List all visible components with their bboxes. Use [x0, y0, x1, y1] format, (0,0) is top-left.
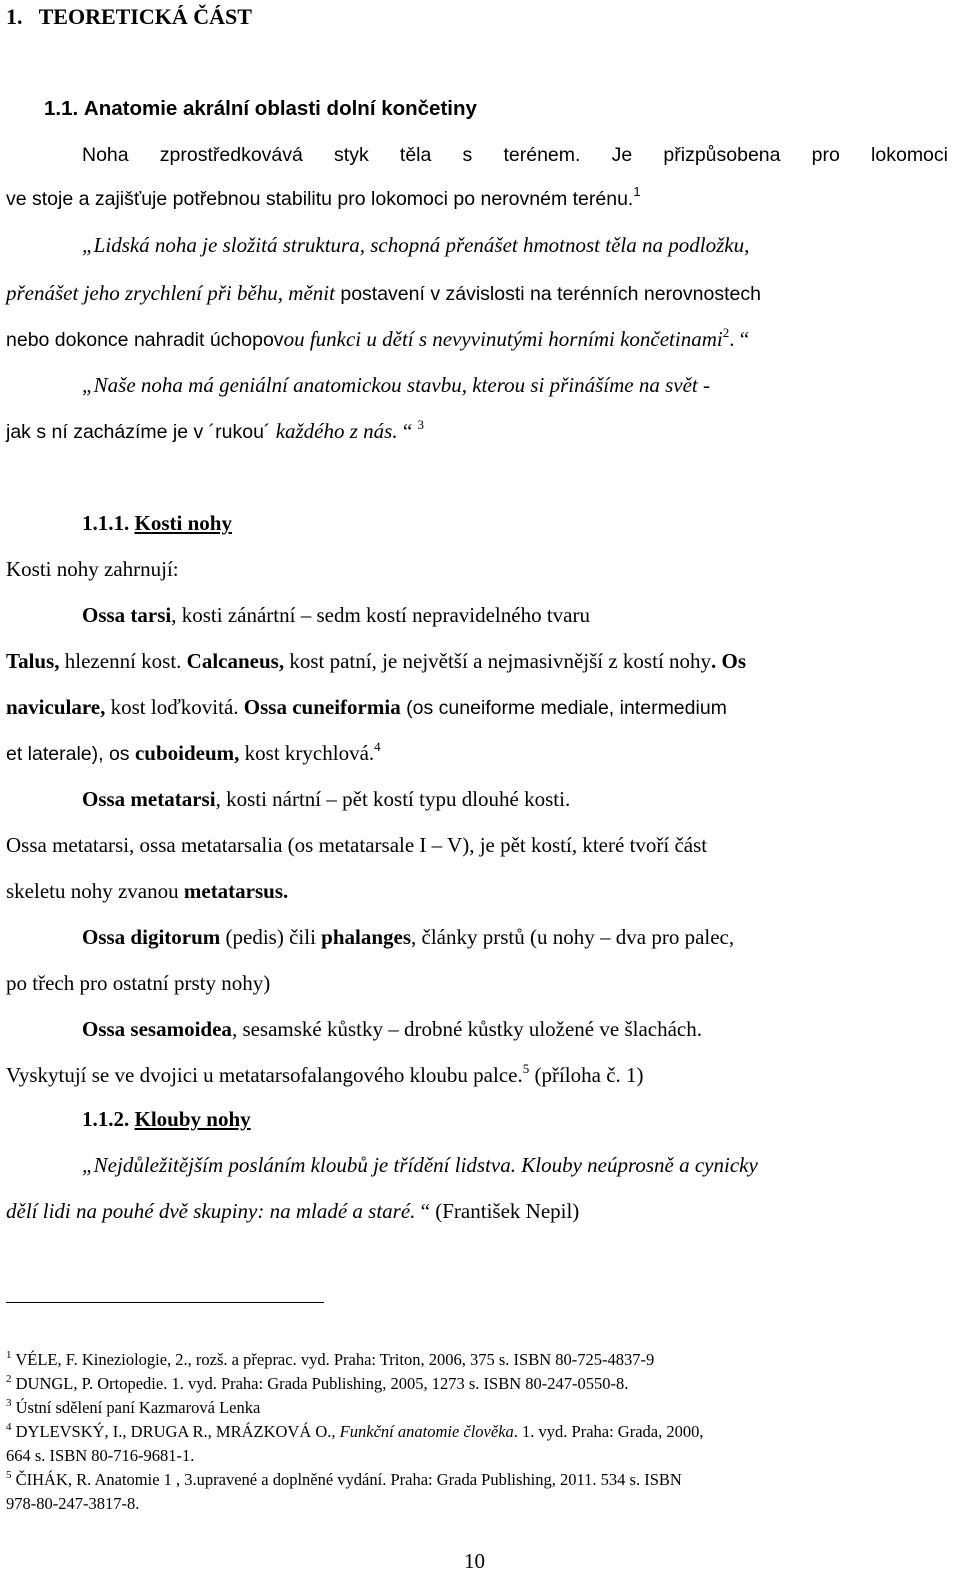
footnote-1: [6, 1350, 654, 1372]
quote2-line-2: [6, 418, 424, 447]
term-calcaneus: Calcaneus,: [186, 649, 285, 673]
digitorum-line-2: po třech pro ostatní prsty nohy): [6, 971, 271, 995]
footnote-number: 2: [6, 1373, 12, 1385]
section-title: Anatomie akrální oblasti dolní končetiny: [83, 97, 477, 120]
footnote-ref-1[interactable]: 1: [633, 184, 641, 199]
quote1-line-2: [6, 280, 761, 307]
quote2-text-a: jak s ní zacházíme je v ´rukou´: [6, 421, 271, 443]
quote3-text: dělí lidi na pouhé dvě skupiny: na mladé a staré.: [6, 1199, 416, 1223]
footnote-number: 1: [6, 1349, 12, 1361]
bones-intro: Kosti nohy zahrnují:: [6, 557, 179, 581]
footnote-ref-5[interactable]: 5: [522, 1061, 530, 1076]
digitorum-text: (pedis) čili: [220, 925, 322, 949]
chapter-heading: [6, 4, 252, 30]
footnote-3: [6, 1398, 260, 1420]
metatarsi-text: , kosti nártní – pět kostí typu dlouhé kosti.: [215, 787, 571, 811]
subsection-title: Kosti nohy: [134, 511, 232, 535]
intro-text: ve stoje a zajišťuje potřebnou stabilitu pro lokomoci po nerovném terénu.: [6, 188, 634, 210]
footnote-number: 5: [6, 1469, 12, 1481]
quote2-close: “: [397, 419, 418, 443]
footnote-text: ČIHÁK, R. Anatomie 1 , 3.upravené a doplněné vydání. Praha: Grada Publishing, 2011. 534 s. ISBN: [11, 1470, 682, 1489]
metatarsi-desc-text: skeletu nohy zvanou: [6, 879, 184, 903]
digitorum-line: [82, 924, 734, 950]
cuboideum-text: kost krychlová.: [239, 741, 375, 765]
chapter-number: 1.: [6, 4, 23, 29]
section-heading: [44, 96, 477, 122]
term-phalanges: phalanges: [321, 925, 412, 949]
talus-text: hlezenní kost.: [59, 649, 187, 673]
quote1-close: . “: [729, 327, 750, 351]
quote2-line-1: „Naše noha má geniální anatomickou stavbu, kterou si přinášíme na svět -: [82, 373, 710, 397]
footnote-text: Ústní sdělení paní Kazmarová Lenka: [11, 1398, 261, 1417]
footnote-number: 3: [6, 1397, 12, 1409]
talus-line: [6, 648, 746, 674]
term-talus: Talus,: [6, 649, 60, 673]
quote1-line-1: „Lidská noha je složitá struktura, schopná přenášet hmotnost těla na podložku,: [82, 233, 750, 257]
subsection-number: 1.1.2.: [82, 1107, 130, 1131]
naviculare-text: kost loďkovitá.: [105, 695, 244, 719]
quote3-line-2: [6, 1198, 579, 1224]
appendix-ref[interactable]: (příloha č. 1): [529, 1063, 644, 1087]
dot: .: [711, 649, 717, 673]
metatarsi-desc-line-1: Ossa metatarsi, ossa metatarsalia (os metatarsale I – V), je pět kostí, které tvoří část: [6, 833, 708, 857]
term-tarsi: Ossa tarsi: [82, 603, 172, 627]
footnote-divider: [6, 1302, 324, 1303]
term-naviculare: naviculare,: [6, 695, 106, 719]
term-os: Os: [716, 649, 747, 673]
term-cuneiformia: Ossa cuneiformia: [243, 695, 401, 719]
phalanges-text: , články prstů (u nohy – dva pro palec,: [411, 925, 735, 949]
term-sesamoidea: Ossa sesamoidea: [82, 1017, 232, 1041]
footnote-4: [6, 1422, 704, 1444]
page-number: 10: [464, 1549, 485, 1573]
footnote-text: . 1. vyd. Praha: Grada, 2000,: [513, 1422, 704, 1441]
tarsi-line: [82, 602, 590, 628]
quote1-text-a: přenášet jeho zrychlení při běhu, měnit: [6, 281, 335, 305]
calcaneus-text: kost patní, je největší a nejmasivnější z kostí nohy: [284, 649, 712, 673]
intro-line-1: Noha zprostředkovává styk těla s terénem. Je přizpůsobena pro lokomoci: [82, 144, 948, 166]
footnote-text: VÉLE, F. Kineziologie, 2., rozš. a přeprac. vyd. Praha: Triton, 2006, 375 s. ISBN 80-725-4837-9: [11, 1350, 655, 1369]
term-metatarsus: metatarsus.: [183, 879, 289, 903]
tarsi-text: , kosti zánártní – sedm kostí nepravidelného tvaru: [171, 603, 590, 627]
metatarsi-desc-line-2: [6, 878, 288, 904]
intro-line-2: [6, 186, 641, 214]
footnote-5-line-2: 978-80-247-3817-8.: [6, 1494, 140, 1513]
cuneiformia-text: (os cuneiforme mediale, intermedium: [400, 697, 727, 719]
sesamoidea-text-2: Vyskytují se ve dvojici u metatarsofalangového kloubu palce.: [6, 1063, 523, 1087]
metatarsi-line: [82, 786, 570, 812]
quote1-text-b: postavení v závislosti na terénních nerovnostech: [334, 283, 761, 305]
footnote-5: [6, 1470, 682, 1492]
sesamoidea-line: [82, 1016, 702, 1042]
footnote-number: 4: [6, 1421, 12, 1433]
term-digitorum: Ossa digitorum: [82, 925, 221, 949]
quote1-text-c: nebo dokonce nahradit úchopov: [6, 329, 284, 351]
footnote-text: DUNGL, P. Ortopedie. 1. vyd. Praha: Grada Publishing, 2005, 1273 s. ISBN 80-247-0550-8.: [11, 1374, 629, 1393]
chapter-title: TEORETICKÁ ČÁST: [38, 4, 252, 29]
sesamoidea-line-2: [6, 1062, 644, 1091]
subsection-title: Klouby nohy: [134, 1107, 251, 1131]
sesamoidea-text: , sesamské kůstky – drobné kůstky uložené ve šlachách.: [231, 1017, 702, 1041]
quote2-text-b: každého z nás.: [270, 419, 398, 443]
footnote-book-title: Funkční anatomie člověka: [339, 1422, 514, 1441]
footnote-ref-4[interactable]: 4: [374, 739, 381, 754]
term-metatarsi: Ossa metatarsi: [82, 787, 216, 811]
quote3-line-1: „Nejdůležitějším posláním kloubů je třídění lidstva. Klouby neúprosně a cynicky: [82, 1153, 758, 1177]
subsection-heading-joints: [82, 1106, 251, 1132]
quote3-author: (František Nepil): [430, 1199, 580, 1223]
quote3-close: “: [415, 1199, 430, 1223]
laterale-text: et laterale), os: [6, 743, 135, 765]
footnote-ref-2[interactable]: 2: [722, 325, 730, 340]
subsection-number: 1.1.1.: [82, 511, 130, 535]
quote1-text-d: ou funkci u dětí s nevyvinutými horními končetinami: [283, 327, 723, 351]
subsection-heading-bones: [82, 510, 232, 536]
cuboideum-line: [6, 740, 381, 769]
footnote-2: [6, 1374, 628, 1396]
quote1-line-3: [6, 326, 749, 355]
section-number: 1.1.: [44, 97, 79, 120]
footnote-4-line-2: 664 s. ISBN 80-716-9681-1.: [6, 1446, 195, 1465]
footnote-text: DYLEVSKÝ, I., DRUGA R., MRÁZKOVÁ O.,: [11, 1422, 340, 1441]
naviculare-line: [6, 694, 727, 721]
footnote-ref-3[interactable]: 3: [417, 417, 424, 432]
term-cuboideum: cuboideum,: [134, 741, 240, 765]
